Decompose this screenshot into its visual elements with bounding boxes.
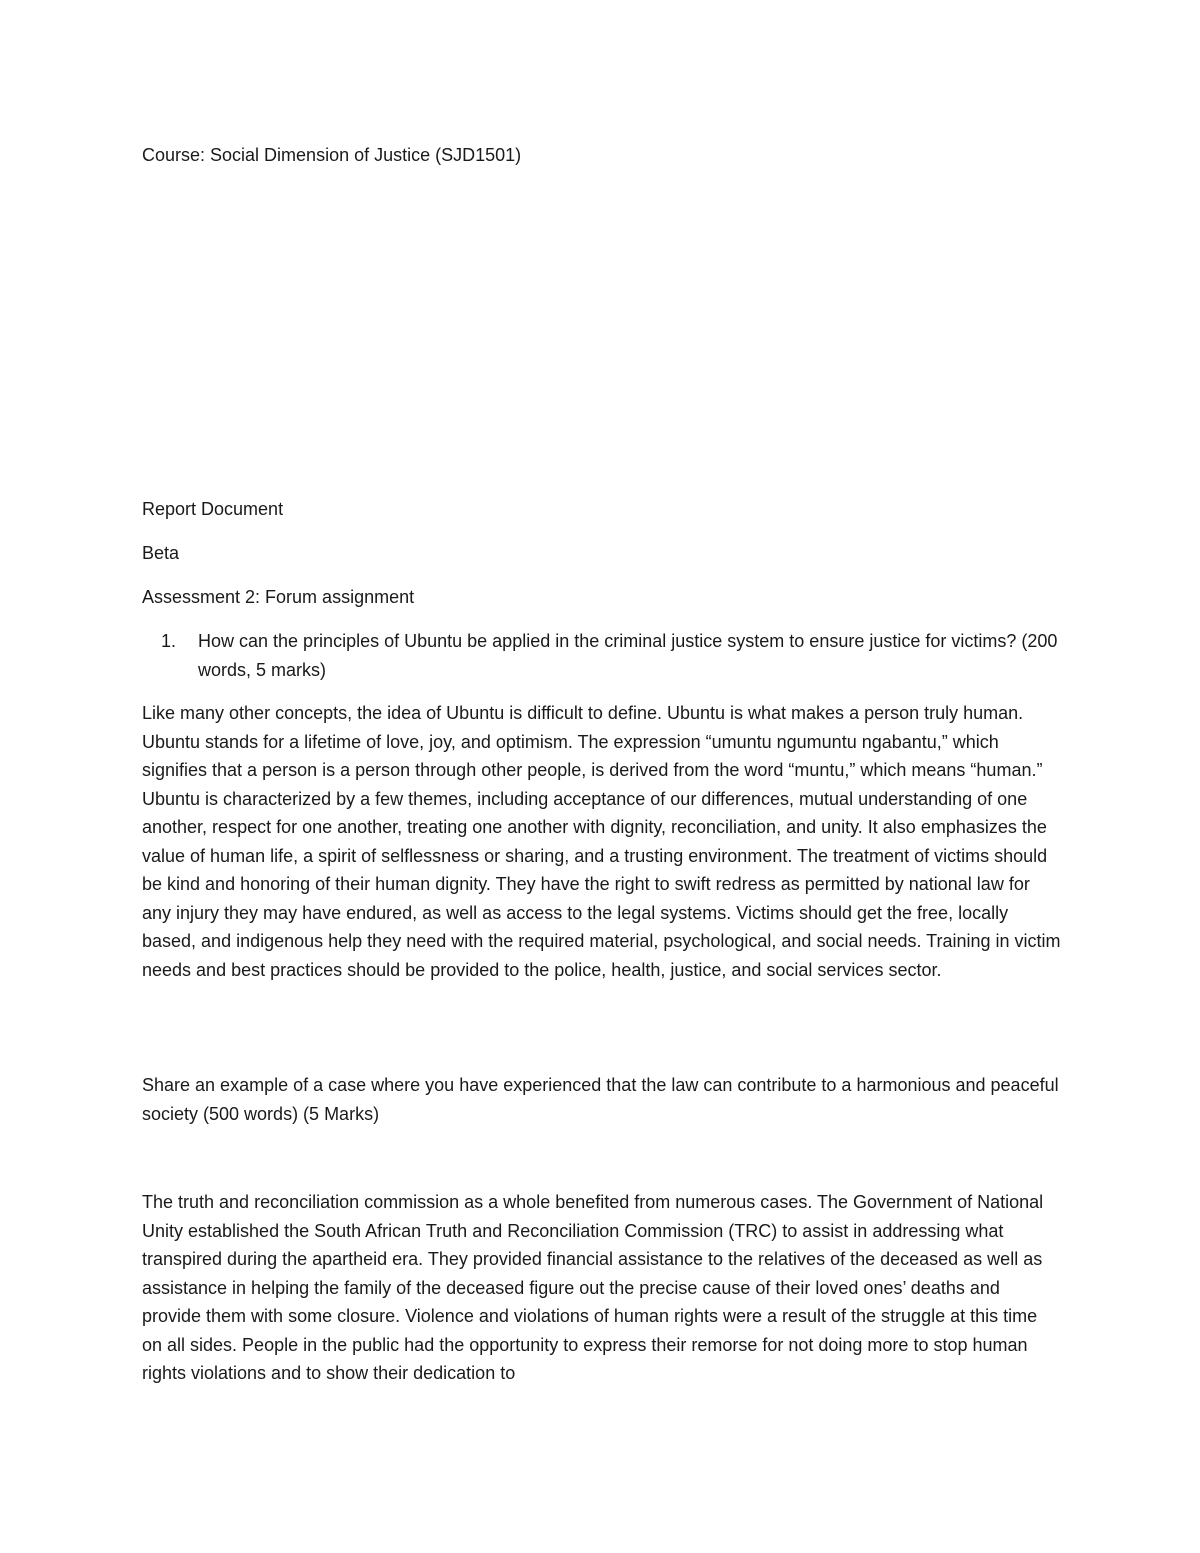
question-number: 1. [161, 631, 177, 651]
question-2-text: Share an example of a case where you have experienced that the law can contribute to a harmonious and peaceful society (500 words) (5 Marks) [142, 1075, 1059, 1124]
answer-1-paragraph: Like many other concepts, the idea of Ubuntu is difficult to define. Ubuntu is what makes a person truly human. Ubuntu stands for a lifetime of love, joy, and optimism. The expression “umuntu ngumuntu ngabantu,” which signifies that a person is a person through other people, is derived from the word “muntu,” which means “human.” Ubuntu is characterized by a few themes, including acceptance of our differences, mutual understanding of one another, respect for one another, treating one another with dignity, reconciliation, and unity. It also emphasizes the value of human life, a spirit of selflessness or sharing, and a trusting environment. The treatment of victims should be kind and honoring of their human dignity. They have the right to swift redress as permitted by national law for any injury they may have endured, as well as access to the legal systems. Victims should get the free, locally based, and indigenous help they need with the required material, psychological, and social needs. Training in victim needs and best practices should be provided to the police, health, justice, and social services sector. [142, 703, 1061, 980]
question-list [142, 627, 1062, 684]
report-subtitle: Beta [142, 543, 180, 563]
question-1-text: How can the principles of Ubuntu be applied in the criminal justice system to ensure justice for victims? (200 words, 5 marks) [198, 631, 1058, 680]
report-title: Report Document [142, 499, 284, 519]
answer-2-paragraph: The truth and reconciliation commission as a whole benefited from numerous cases. The Government of National Unity established the South African Truth and Reconciliation Commission (TRC) to assist in addressing what transpired during the apartheid era. They provided financial assistance to the relatives of the deceased as well as assistance in helping the family of the deceased figure out the precise cause of their loved ones’ deaths and provide them with some closure. Violence and violations of human rights were a result of the struggle at this time on all sides. People in the public had the opportunity to express their remorse for not doing more to stop human rights violations and to show their dedication to [142, 1192, 1044, 1383]
course-title: Course: Social Dimension of Justice (SJD1501) [142, 145, 522, 165]
assessment-title: Assessment 2: Forum assignment [142, 587, 415, 607]
question-item [142, 627, 1062, 684]
